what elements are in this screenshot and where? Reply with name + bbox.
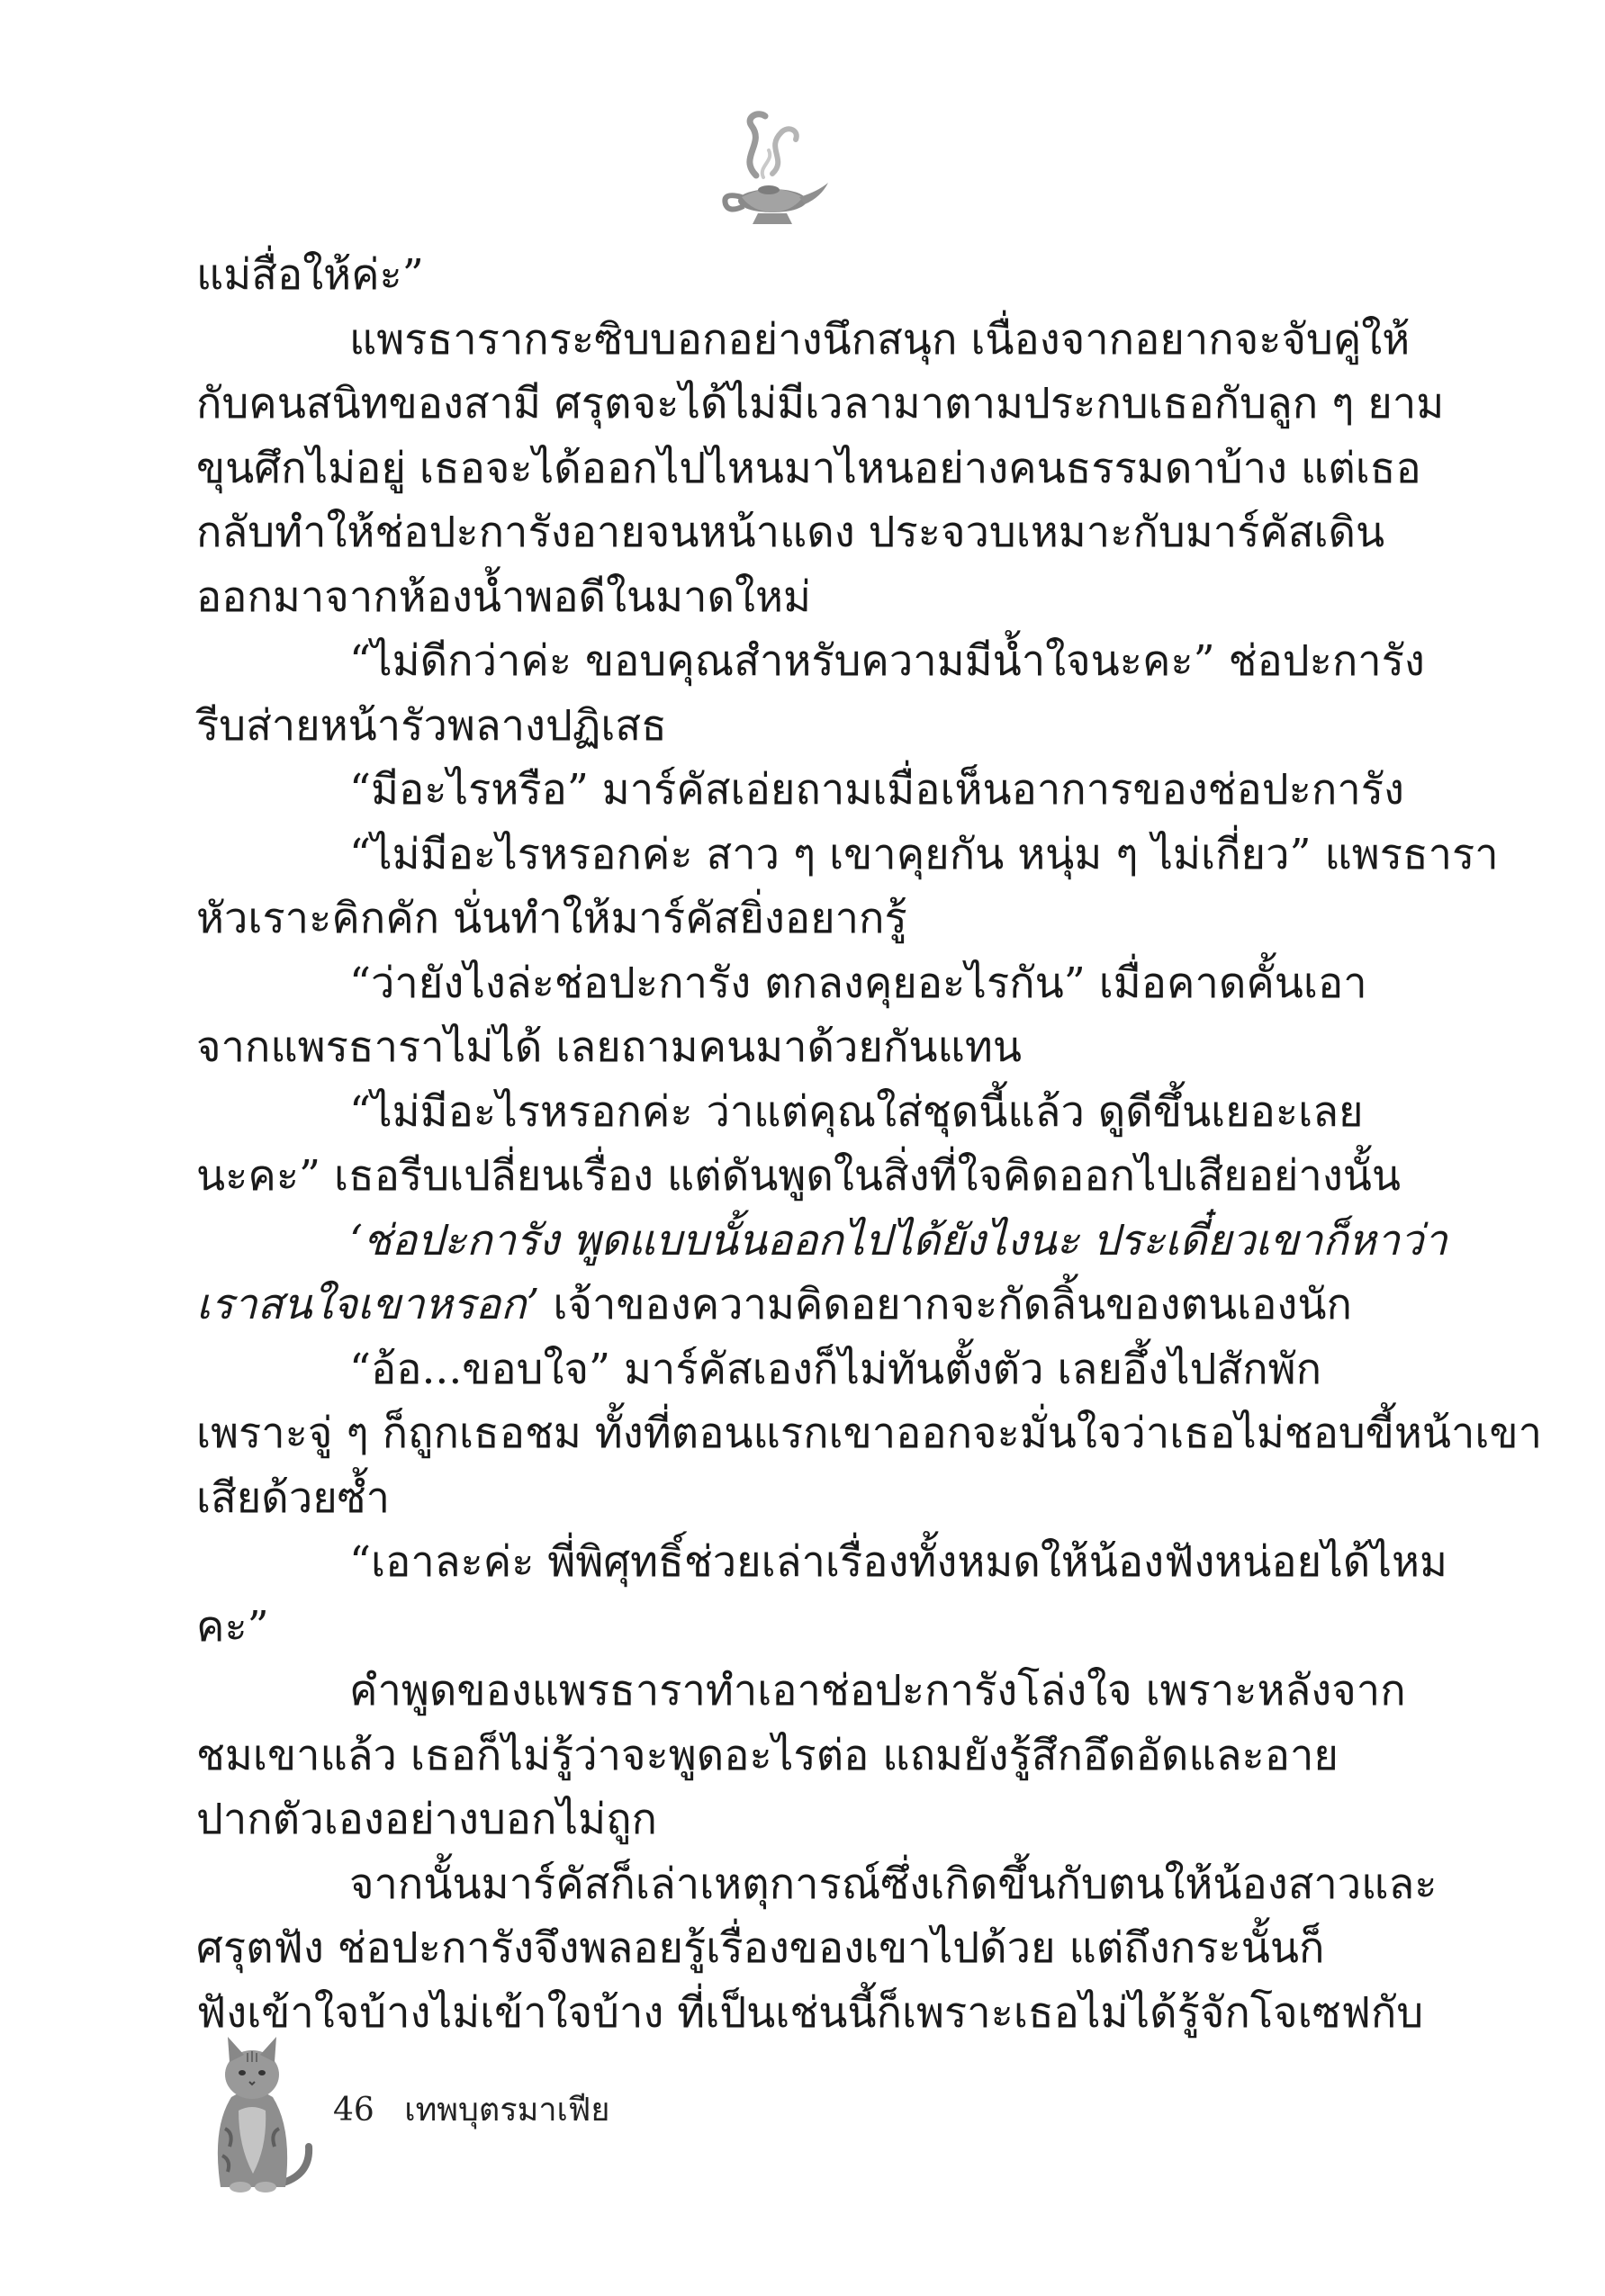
- text-line: ออกมาจากห้องน้ำพอดีในมาดใหม่: [196, 572, 811, 622]
- cat-icon: [185, 2003, 320, 2196]
- text-line: [196, 1273, 1366, 1337]
- italic-text: เราสนใจเขาหรอก’: [196, 1280, 540, 1329]
- text-line: “ไม่ดีกว่าค่ะ ขอบคุณสำหรับความมีน้ำใจนะคะ” ช่อปะการัง: [349, 636, 1425, 686]
- text-line: ฟังเข้าใจบ้างไม่เข้าใจบ้าง ที่เป็นเช่นนี้ก็เพราะเธอไม่ได้รู้จักโจเซฟกับ: [196, 1987, 1424, 2038]
- text-line: “ว่ายังไงล่ะช่อปะการัง ตกลงคุยอะไรกัน” เมื่อคาดคั้นเอา: [349, 958, 1367, 1008]
- text-line: หัวเราะคิกคัก นั่นทำให้มาร์คัสยิ่งอยากรู้: [196, 894, 907, 943]
- text-line: ปากตัวเองอย่างบอกไม่ถูก: [196, 1795, 657, 1844]
- page-number: 46: [333, 2092, 374, 2129]
- text-line: เพราะจู่ ๆ ก็ถูกเธอชม ทั้งที่ตอนแรกเขาออกจะมั่นใจว่าเธอไม่ชอบขี้หน้าเขา: [196, 1409, 1542, 1458]
- italic-text: ‘ช่อปะการัง พูดแบบนั้นออกไปได้ยังไงนะ ประเดี๋ยวเขาก็หาว่า: [349, 1215, 1447, 1265]
- page-folio: [333, 2084, 609, 2135]
- text-line: แม่สื่อให้ค่ะ”: [196, 250, 424, 300]
- text-line: “ไม่มีอะไรหรอกค่ะ สาว ๆ เขาคุยกัน หนุ่ม ๆ ไม่เกี่ยว” แพรธารา: [349, 829, 1499, 879]
- text-line: นะคะ” เธอรีบเปลี่ยนเรื่อง แต่ดันพูดในสิ่งที่ใจคิดออกไปเสียอย่างนั้น: [196, 1151, 1402, 1201]
- text-line: กลับทำให้ช่อปะการังอายจนหน้าแดง ประจวบเหมาะกับมาร์คัสเดิน: [196, 508, 1385, 557]
- text-line: “เอาละค่ะ พี่พิศุทธิ์ช่วยเล่าเรื่องทั้งหมดให้น้องฟังหน่อยได้ไหม: [349, 1537, 1447, 1587]
- text-line: ขุนศึกไม่อยู่ เธอจะได้ออกไปไหนมาไหนอย่างคนธรรมดาบ้าง แต่เธอ: [196, 443, 1421, 493]
- text-line: กับคนสนิทของสามี ศรุตจะได้ไม่มีเวลามาตามประกบเธอกับลูก ๆ ยาม: [196, 379, 1445, 428]
- text-line: “อ้อ...ขอบใจ” มาร์คัสเองก็ไม่ทันตั้งตัว เลยอึ้งไปสักพัก: [349, 1344, 1322, 1394]
- book-title: เทพบุตรมาเฟีย: [404, 2092, 610, 2129]
- plain-text: เจ้าของความคิดอยากจะกัดลิ้นของตนเองนัก: [539, 1280, 1352, 1329]
- text-line: แพรธารากระซิบบอกอย่างนึกสนุก เนื่องจากอยากจะจับคู่ให้: [349, 314, 1411, 365]
- text-line: [196, 1209, 1447, 1274]
- text-line: “มีอะไรหรือ” มาร์คัสเอ่ยถามเมื่อเห็นอาการของช่อปะการัง: [349, 765, 1404, 815]
- text-line: รีบส่ายหน้ารัวพลางปฏิเสธ: [196, 700, 667, 751]
- genie-lamp-icon: [702, 104, 837, 239]
- page-footer: [185, 2003, 725, 2201]
- text-line: คะ”: [196, 1601, 269, 1652]
- text-line: ชมเขาแล้ว เธอก็ไม่รู้ว่าจะพูดอะไรต่อ แถมยังรู้สึกอึดอัดและอาย: [196, 1730, 1339, 1780]
- text-line: จากนั้นมาร์คัสก็เล่าเหตุการณ์ซึ่งเกิดขึ้นกับตนให้น้องสาวและ: [349, 1859, 1438, 1909]
- body-text: [196, 243, 1542, 2045]
- text-line: “ไม่มีอะไรหรอกค่ะ ว่าแต่คุณใส่ชุดนี้แล้ว ดูดีขึ้นเยอะเลย: [349, 1086, 1364, 1137]
- text-line: เสียด้วยซ้ำ: [196, 1472, 391, 1523]
- text-line: จากแพรธาราไม่ได้ เลยถามคนมาด้วยกันแทน: [196, 1022, 1022, 1072]
- text-line: ศรุตฟัง ช่อปะการังจึงพลอยรู้เรื่องของเขาไปด้วย แต่ถึงกระนั้นก็: [196, 1923, 1325, 1973]
- text-line: คำพูดของแพรธาราทำเอาช่อปะการังโล่งใจ เพราะหลังจาก: [349, 1666, 1406, 1715]
